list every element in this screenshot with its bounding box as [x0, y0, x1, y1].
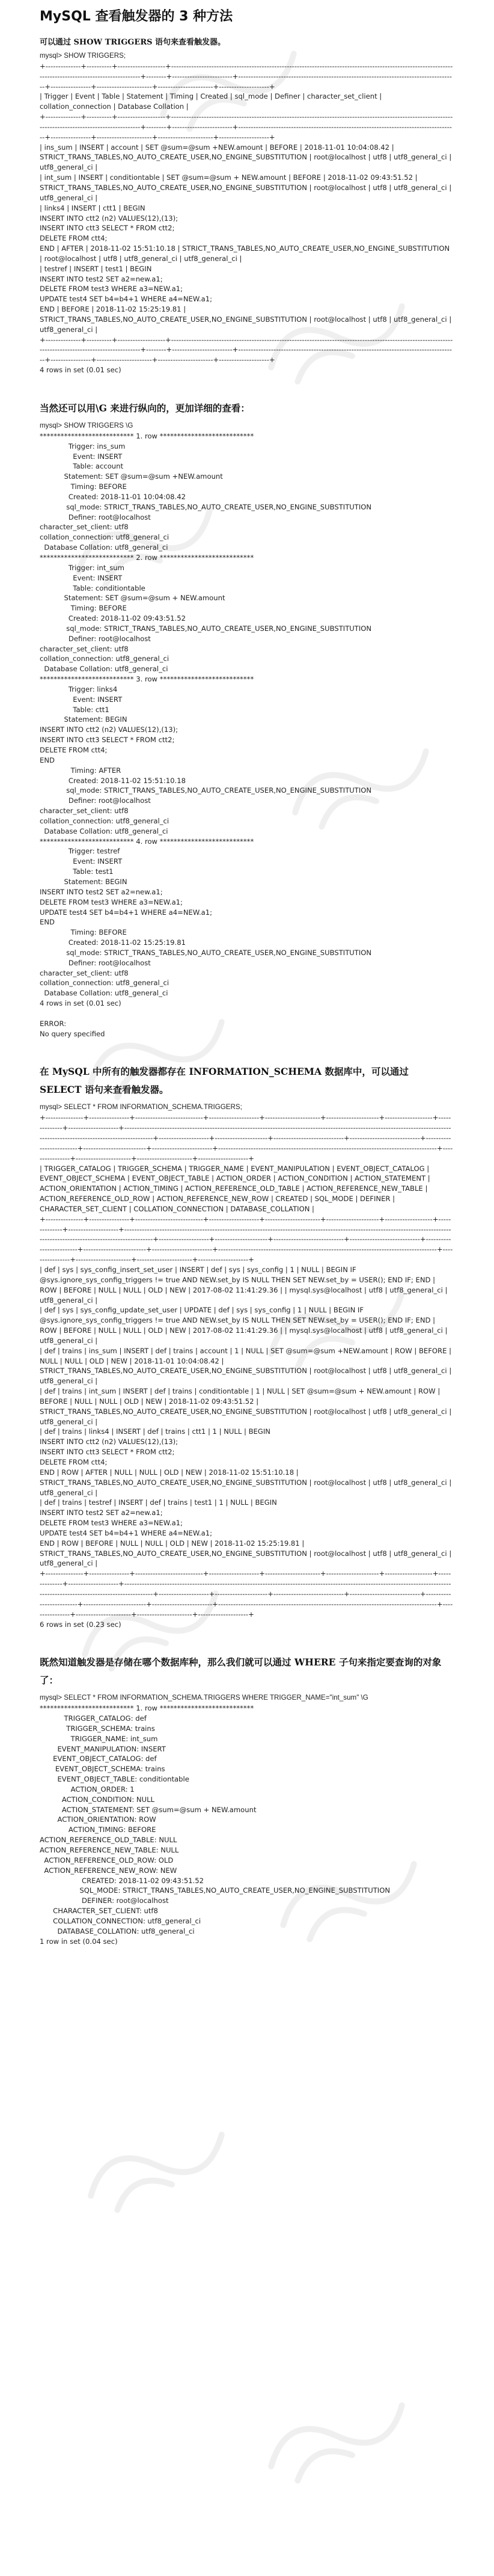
- section-heading: 在 MySQL 中所有的触发器都存在 INFORMATION_SCHEMA 数据库中，可以通过 SELECT 语句来查看触发器。: [40, 1066, 409, 1096]
- article-title: MySQL 查看触发器的 3 种方法: [40, 9, 233, 24]
- query-output: +--------------+----------+-------------------+--------------------------------------------------------------------------------------------------------------------------------------------------------+--------+------------------------+---------------------------------------------------------------------------------------+----------------+----------------------+----------------------+--------------------+ | Trigger | Event | Table | Statement | Timing | Created | sql_mode | Definer | character_set_client | collation_connection | Database Collation | +--------------+----------+-------------------+--------------------------------------------------------------------------------------------------------------------------------------------------------+--------+------------------------+---------------------------------------------------------------------------------------+----------------+----------------------+----------------------+--------------------+ | ins_sum | INSERT | account | SET @sum=@sum +NEW.amount | BEFORE | 2018-11-01 10:04:08.42 | STRICT_TRANS_TABLES,NO_AUTO_CREATE_USER,NO_ENGINE_SUBSTITUTION | root@localhost | utf8 | utf8_general_ci | utf8_general_ci | | int_sum | INSERT | conditiontable | SET @sum=@sum + NEW.amount | BEFORE | 2018-11-02 09:43:51.52 | STRICT_TRANS_TABLES,NO_AUTO_CREATE_USER,NO_ENGINE_SUBSTITUTION | root@localhost | utf8 | utf8_general_ci | utf8_general_ci | | links4 | INSERT | ctt1 | BEGIN INSERT INTO ctt2 (n2) VALUES(12),(13); INSERT INTO ctt3 SELECT * FROM ctt2; DELETE FROM ctt4; END | AFTER | 2018-11-02 15:51:10.18 | STRICT_TRANS_TABLES,NO_AUTO_CREATE_USER,NO_ENGINE_SUBSTITUTION | root@localhost | utf8 | utf8_general_ci | utf8_general_ci | | testref | INSERT | test1 | BEGIN INSERT INTO test2 SET a2=new.a1; DELETE FROM test3 WHERE a3=NEW.a1; UPDATE test4 SET b4=b4+1 WHERE a4=NEW.a1; END | BEFORE | 2018-11-02 15:25:19.81 | STRICT_TRANS_TABLES,NO_AUTO_CREATE_USER,NO_ENGINE_SUBSTITUTION | root@localhost | utf8 | utf8_general_ci | utf8_general_ci | +--------------+----------+-------------------+--------------------------------------------------------------------------------------------------------------------------------------------------------+--------+------------------------+---------------------------------------------------------------------------------------+----------------+----------------------+----------------------+--------------------+ 4 rows in set (0.01 sec): [40, 61, 453, 375]
- section-heading: 当然还可以用\G 来进行纵向的，更加详细的查看：: [40, 402, 250, 414]
- section-where-clause: [40, 1653, 453, 1946]
- sql-query: mysql> SHOW TRIGGERS \G: [40, 422, 133, 429]
- query-output: *************************** 1. row *************************** TRIGGER_CATALOG: def TRIGGER_SCHEMA: trains TRIGGER_NAME: int_sum EVENT_MANIPULATION: INSERT EVENT_OBJECT_CATALOG: def EVENT_OBJECT_SCHEMA: trains EVENT_OBJECT_TABLE: conditiontable ACTION_ORDER: 1 ACTION_CONDITION: NULL ACTION_STATEMENT: SET @sum=@sum + NEW.amount ACTION_ORIENTATION: ROW ACTION_TIMING: BEFORE ACTION_REFERENCE_OLD_TABLE: NULL ACTION_REFERENCE_NEW_TABLE: NULL ACTION_REFERENCE_OLD_ROW: OLD ACTION_REFERENCE_NEW_ROW: NEW CREATED: 2018-11-02 09:43:51.52 SQL_MODE: STRICT_TRANS_TABLES,NO_AUTO_CREATE_USER,NO_ENGINE_SUBSTITUTION DEFINER: root@localhost CHARACTER_SET_CLIENT: utf8 COLLATION_CONNECTION: utf8_general_ci DATABASE_COLLATION: utf8_general_ci 1 row in set (0.04 sec): [40, 1704, 391, 1946]
- sql-query: mysql> SHOW TRIGGERS;: [40, 52, 126, 60]
- sql-query: mysql> SELECT * FROM INFORMATION_SCHEMA.TRIGGERS WHERE TRIGGER_NAME="int_sum" \G: [40, 1694, 368, 1702]
- section-information-schema: [40, 1063, 453, 1629]
- section-heading: 可以通过 SHOW TRIGGERS 语句来查看触发器。: [40, 38, 226, 47]
- section-show-triggers-vertical: [40, 399, 453, 1039]
- section-show-triggers: [40, 37, 453, 375]
- query-output: *************************** 1. row *************************** Trigger: ins_sum Event: INSERT Table: account Statement: SET @sum=@sum +NEW.amount Timing: BEFORE Created: 2018-11-01 10:04:08.42 sql_mode: STRICT_TRANS_TABLES,NO_AUTO_CREATE_USER,NO_ENGINE_SUBSTITUTION Definer: root@localhost character_set_client: utf8 collation_connection: utf8_general_ci Database Collation: utf8_general_ci *************************** 2. row *************************** Trigger: int_sum Event: INSERT Table: conditiontable Statement: SET @sum=@sum + NEW.amount Timing: BEFORE Created: 2018-11-02 09:43:51.52 sql_mode: STRICT_TRANS_TABLES,NO_AUTO_CREATE_USER,NO_ENGINE_SUBSTITUTION Definer: root@localhost character_set_client: utf8 collation_connection: utf8_general_ci Database Collation: utf8_general_ci *************************** 3. row *************************** Trigger: links4 Event: INSERT Table: ctt1 Statement: BEGIN INSERT INTO ctt2 (n2) VALUES(12),(13); INSERT INTO ctt3 SELECT * FROM ctt2; DELETE FROM ctt4; END Timing: AFTER Created: 2018-11-02 15:51:10.18 sql_mode: STRICT_TRANS_TABLES,NO_AUTO_CREATE_USER,NO_ENGINE_SUBSTITUTION Definer: root@localhost character_set_client: utf8 collation_connection: utf8_general_ci Database Collation: utf8_general_ci *************************** 4. row *************************** Trigger: testref Event: INSERT Table: test1 Statement: BEGIN INSERT INTO test2 SET a2=new.a1; DELETE FROM test3 WHERE a3=NEW.a1; UPDATE test4 SET b4=b4+1 WHERE a4=NEW.a1; END Timing: BEFORE Created: 2018-11-02 15:25:19.81 sql_mode: STRICT_TRANS_TABLES,NO_AUTO_CREATE_USER,NO_ENGINE_SUBSTITUTION Definer: root@localhost character_set_client: utf8 collation_connection: utf8_general_ci Database Collation: utf8_general_ci 4 rows in set (0.01 sec) ERROR: No query specified: [40, 431, 372, 1038]
- sql-query: mysql> SELECT * FROM INFORMATION_SCHEMA.TRIGGERS;: [40, 1103, 242, 1111]
- section-heading: 既然知道触发器是存储在哪个数据库种，那么我们就可以通过 WHERE 子句来指定要查询的对象了：: [40, 1656, 442, 1686]
- query-output: +---------------+----------------+---------------------------+--------------------+----------------------+---------------------+-------------------+--------------+--------------------+-------------------------------------------------------------------------------------------------------------------------------------------------------------------------------+--------------------+---------------------+----------------------------+----------------------------+-------------------------+-------------------------+------------------------+---------------------------------------------------------------------------------------+----------------+----------------------+----------------------+--------------------+ | TRIGGER_CATALOG | TRIGGER_SCHEMA | TRIGGER_NAME | EVENT_MANIPULATION | EVENT_OBJECT_CATALOG | EVENT_OBJECT_SCHEMA | EVENT_OBJECT_TABLE | ACTION_ORDER | ACTION_CONDITION | ACTION_STATEMENT | ACTION_ORIENTATION | ACTION_TIMING | ACTION_REFERENCE_OLD_TABLE | ACTION_REFERENCE_NEW_TABLE | ACTION_REFERENCE_OLD_ROW | ACTION_REFERENCE_NEW_ROW | CREATED | SQL_MODE | DEFINER | CHARACTER_SET_CLIENT | COLLATION_CONNECTION | DATABASE_COLLATION | +---------------+----------------+---------------------------+--------------------+----------------------+---------------------+-------------------+--------------+--------------------+-------------------------------------------------------------------------------------------------------------------------------------------------------------------------------+--------------------+---------------------+----------------------------+----------------------------+-------------------------+-------------------------+------------------------+---------------------------------------------------------------------------------------+----------------+----------------------+----------------------+--------------------+ | def | sys | sys_config_insert_set_user | INSERT | def | sys | sys_config | 1 | NULL | BEGIN IF @sys.ignore_sys_config_triggers != true AND NEW.set_by IS NULL THEN SET NEW.set_by = USER(); END IF; END | ROW | BEFORE | NULL | NULL | OLD | NEW | 2017-08-02 11:41:29.36 | | mysql.sys@localhost | utf8 | utf8_general_ci | utf8_general_ci | | def | sys | sys_config_update_set_user | UPDATE | def | sys | sys_config | 1 | NULL | BEGIN IF @sys.ignore_sys_config_triggers != true AND NEW.set_by IS NULL THEN SET NEW.set_by = USER(); END IF; END | ROW | BEFORE | NULL | NULL | OLD | NEW | 2017-08-02 11:41:29.36 | | mysql.sys@localhost | utf8 | utf8_general_ci | utf8_general_ci | | def | trains | ins_sum | INSERT | def | trains | account | 1 | NULL | SET @sum=@sum +NEW.amount | ROW | BEFORE | NULL | NULL | OLD | NEW | 2018-11-01 10:04:08.42 | STRICT_TRANS_TABLES,NO_AUTO_CREATE_USER,NO_ENGINE_SUBSTITUTION | root@localhost | utf8 | utf8_general_ci | utf8_general_ci | | def | trains | int_sum | INSERT | def | trains | conditiontable | 1 | NULL | SET @sum=@sum + NEW.amount | ROW | BEFORE | NULL | NULL | OLD | NEW | 2018-11-02 09:43:51.52 | STRICT_TRANS_TABLES,NO_AUTO_CREATE_USER,NO_ENGINE_SUBSTITUTION | root@localhost | utf8 | utf8_general_ci | utf8_general_ci | | def | trains | links4 | INSERT | def | trains | ctt1 | 1 | NULL | BEGIN INSERT INTO ctt2 (n2) VALUES(12),(13); INSERT INTO ctt3 SELECT * FROM ctt2; DELETE FROM ctt4; END | ROW | AFTER | NULL | NULL | OLD | NEW | 2018-11-02 15:51:10.18 | STRICT_TRANS_TABLES,NO_AUTO_CREATE_USER,NO_ENGINE_SUBSTITUTION | root@localhost | utf8 | utf8_general_ci | utf8_general_ci | | def | trains | testref | INSERT | def | trains | test1 | 1 | NULL | BEGIN INSERT INTO test2 SET a2=new.a1; DELETE FROM test3 WHERE a3=NEW.a1; UPDATE test4 SET b4=b4+1 WHERE a4=NEW.a1; END | ROW | BEFORE | NULL | NULL | OLD | NEW | 2018-11-02 15:25:19.81 | STRICT_TRANS_TABLES,NO_AUTO_CREATE_USER,NO_ENGINE_SUBSTITUTION | root@localhost | utf8 | utf8_general_ci | utf8_general_ci | +---------------+----------------+---------------------------+--------------------+----------------------+---------------------+-------------------+--------------+--------------------+-------------------------------------------------------------------------------------------------------------------------------------------------------------------------------+--------------------+---------------------+----------------------------+----------------------------+-------------------------+-------------------------+------------------------+---------------------------------------------------------------------------------------+----------------+----------------------+----------------------+--------------------+ 6 rows in set (0.23 sec): [40, 1113, 453, 1629]
